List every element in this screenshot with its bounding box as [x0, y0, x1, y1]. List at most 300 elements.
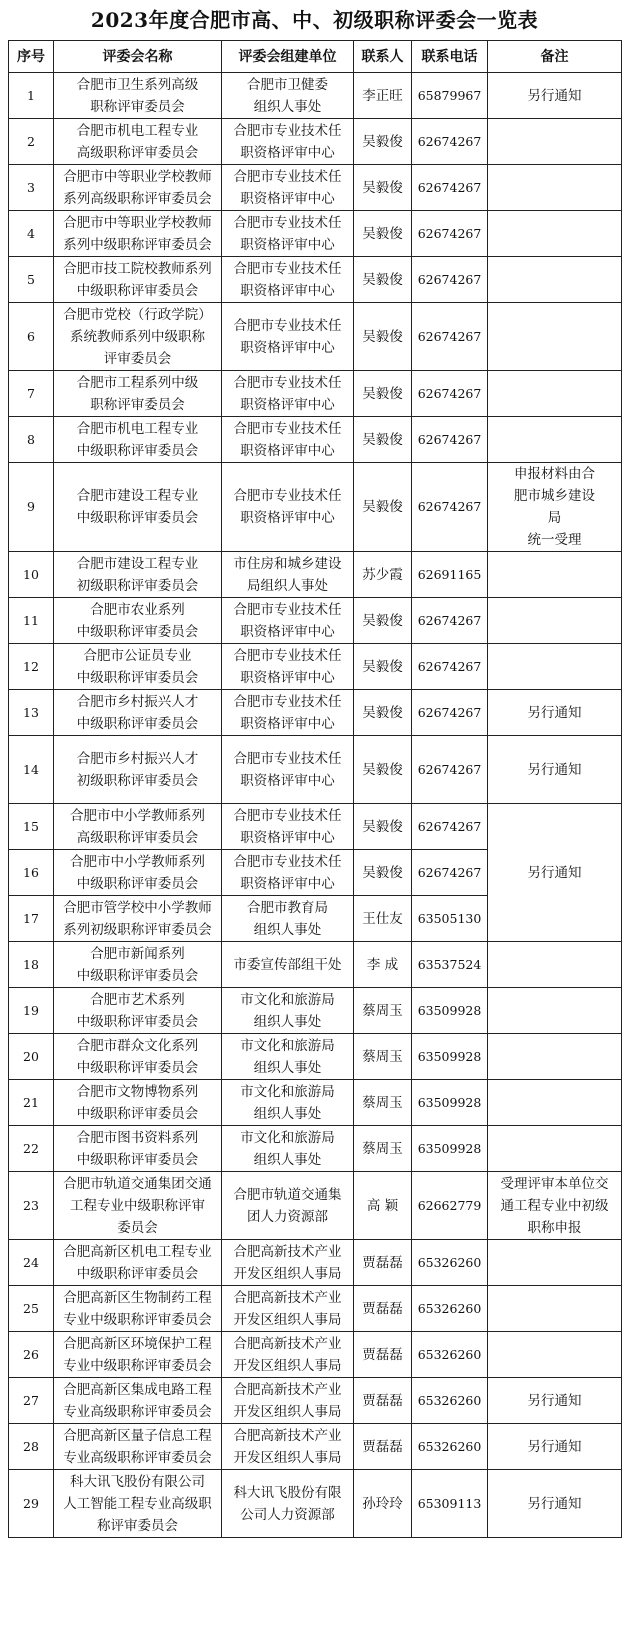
row-organizer-text: 合肥市专业技术任 职资格评审中心 [233, 374, 342, 413]
row-organizer-text: 市文化和旅游局 组织人事处 [240, 1083, 335, 1122]
row-organizer-text: 合肥市专业技术任 职资格评审中心 [233, 317, 342, 356]
row-committee-name-text: 合肥市轨道交通集团交通 工程专业中级职称评审 委员会 [63, 1175, 212, 1236]
row-contact-text: 贾磊磊 [362, 1346, 403, 1363]
row-note [488, 1034, 622, 1080]
row-contact-text: 贾磊磊 [362, 1438, 403, 1455]
row-organizer [222, 1424, 354, 1470]
row-seq-text: 19 [23, 1002, 39, 1018]
row-phone-text: 65326260 [417, 1254, 482, 1270]
row-note-text: 另行通知 [527, 1438, 582, 1455]
row-organizer-text: 市文化和旅游局 组织人事处 [240, 991, 335, 1030]
row-phone [412, 1470, 488, 1538]
row-seq-text: 7 [27, 385, 35, 401]
row-seq [9, 1378, 54, 1424]
row-committee-name-text: 合肥市机电工程专业 中级职称评审委员会 [76, 420, 199, 459]
row-phone-text: 63505130 [417, 910, 482, 926]
table-row [9, 417, 622, 463]
row-note [488, 73, 622, 119]
row-seq-text: 18 [23, 956, 39, 972]
row-organizer-text: 合肥市专业技术任 职资格评审中心 [233, 750, 342, 789]
table-row [9, 303, 622, 371]
row-organizer [222, 736, 354, 804]
row-contact-text: 蔡周玉 [362, 1094, 403, 1111]
committee-table [8, 40, 622, 1538]
table-row [9, 644, 622, 690]
row-seq [9, 598, 54, 644]
row-organizer-text: 合肥高新技术产业 开发区组织人事局 [233, 1427, 342, 1466]
row-seq [9, 1126, 54, 1172]
row-phone [412, 804, 488, 850]
row-committee-name-text: 合肥市党校（行政学院） 系统教师系列中级职称 评审委员会 [63, 306, 212, 367]
row-phone [412, 73, 488, 119]
row-seq-text: 29 [23, 1495, 39, 1511]
row-contact [354, 1286, 412, 1332]
row-phone-text: 63509928 [417, 1094, 482, 1110]
row-committee-name [54, 1080, 222, 1126]
row-committee-name-text: 合肥高新区量子信息工程 专业高级职称评审委员会 [63, 1427, 212, 1466]
row-seq-text: 2 [27, 133, 35, 149]
row-committee-name [54, 690, 222, 736]
row-seq [9, 165, 54, 211]
row-seq [9, 736, 54, 804]
row-phone-text: 62674267 [417, 612, 482, 628]
row-organizer [222, 1240, 354, 1286]
row-committee-name-text: 合肥市中小学教师系列 高级职称评审委员会 [70, 807, 205, 846]
row-seq-text: 28 [23, 1438, 39, 1454]
row-contact-text: 蔡周玉 [362, 1002, 403, 1019]
row-seq [9, 552, 54, 598]
row-committee-name-text: 合肥市乡村振兴人才 中级职称评审委员会 [76, 693, 199, 732]
row-seq [9, 417, 54, 463]
row-committee-name [54, 1172, 222, 1240]
row-organizer [222, 371, 354, 417]
row-seq-text: 6 [27, 328, 35, 344]
row-seq-text: 1 [27, 87, 35, 103]
row-organizer-text: 市文化和旅游局 组织人事处 [240, 1037, 335, 1076]
row-organizer-text: 科大讯飞股份有限 公司人力资源部 [233, 1484, 342, 1523]
row-seq [9, 644, 54, 690]
table-row [9, 942, 622, 988]
row-phone [412, 1378, 488, 1424]
row-contact [354, 257, 412, 303]
row-phone-text: 62674267 [417, 431, 482, 447]
row-organizer [222, 644, 354, 690]
row-committee-name [54, 1378, 222, 1424]
row-note [488, 804, 622, 942]
row-note [488, 463, 622, 552]
row-committee-name [54, 850, 222, 896]
row-committee-name [54, 598, 222, 644]
row-phone-text: 62674267 [417, 271, 482, 287]
page-title: 2023年度合肥市高、中、初级职称评委会一览表 [90, 8, 539, 32]
row-seq [9, 1332, 54, 1378]
row-seq-text: 12 [23, 658, 39, 674]
table-row [9, 1378, 622, 1424]
row-organizer-text: 合肥市专业技术任 职资格评审中心 [233, 488, 342, 526]
row-committee-name-text: 合肥市技工院校教师系列 中级职称评审委员会 [63, 260, 212, 299]
row-contact [354, 119, 412, 165]
row-organizer-text: 合肥市专业技术任 职资格评审中心 [233, 122, 342, 161]
row-committee-name-text: 合肥市机电工程专业 高级职称评审委员会 [76, 122, 199, 161]
row-organizer-text: 合肥市卫健委 组织人事处 [247, 76, 328, 115]
row-seq [9, 371, 54, 417]
table-row [9, 690, 622, 736]
row-phone-text: 62674267 [417, 761, 482, 777]
header-phone: 联系电话 [412, 41, 488, 73]
row-organizer-text: 市文化和旅游局 组织人事处 [240, 1129, 335, 1168]
row-note [488, 417, 622, 463]
row-committee-name [54, 1034, 222, 1080]
row-contact [354, 598, 412, 644]
row-phone [412, 119, 488, 165]
row-organizer [222, 988, 354, 1034]
table-row [9, 1286, 622, 1332]
row-phone-text: 62691165 [417, 566, 482, 582]
row-organizer [222, 850, 354, 896]
row-note [488, 598, 622, 644]
row-note [488, 1424, 622, 1470]
row-committee-name-text: 合肥高新区机电工程专业 中级职称评审委员会 [63, 1243, 212, 1282]
row-organizer [222, 211, 354, 257]
row-phone-text: 65326260 [417, 1300, 482, 1316]
row-contact [354, 690, 412, 736]
row-phone-text: 62674267 [417, 179, 482, 195]
row-contact [354, 1080, 412, 1126]
row-seq-text: 10 [23, 566, 39, 582]
header-seq: 序号 [9, 41, 54, 73]
row-phone-text: 62674267 [417, 499, 482, 514]
row-committee-name [54, 896, 222, 942]
row-note [488, 165, 622, 211]
row-seq-text: 17 [23, 910, 39, 926]
row-contact-text: 吴毅俊 [362, 431, 403, 448]
row-organizer-text: 合肥市专业技术任 职资格评审中心 [233, 647, 342, 686]
table-row [9, 257, 622, 303]
row-committee-name [54, 211, 222, 257]
table-row [9, 119, 622, 165]
row-note [488, 119, 622, 165]
row-contact-text: 李正旺 [362, 87, 403, 104]
row-contact [354, 736, 412, 804]
row-organizer-text: 合肥高新技术产业 开发区组织人事局 [233, 1289, 342, 1328]
row-note [488, 1286, 622, 1332]
row-contact [354, 942, 412, 988]
row-contact [354, 463, 412, 552]
row-committee-name-text: 合肥市建设工程专业 初级职称评审委员会 [76, 555, 199, 594]
table-row [9, 165, 622, 211]
row-phone-text: 65326260 [417, 1346, 482, 1362]
row-organizer-text: 合肥市专业技术任 职资格评审中心 [233, 168, 342, 207]
row-organizer [222, 690, 354, 736]
row-contact [354, 1126, 412, 1172]
row-committee-name-text: 合肥市工程系列中级 职称评审委员会 [76, 374, 199, 413]
row-committee-name [54, 1286, 222, 1332]
row-note-text: 另行通知 [527, 1392, 582, 1409]
row-committee-name-text: 合肥市管学校中小学教师 系列初级职称评审委员会 [63, 899, 212, 938]
row-committee-name-text: 合肥市公证员专业 中级职称评审委员会 [76, 647, 199, 686]
row-seq-text: 11 [23, 612, 39, 628]
row-organizer-text: 合肥高新技术产业 开发区组织人事局 [233, 1243, 342, 1282]
row-seq [9, 1424, 54, 1470]
row-seq-text: 21 [23, 1094, 39, 1110]
row-organizer [222, 942, 354, 988]
row-phone-text: 62674267 [417, 225, 482, 241]
row-note [488, 942, 622, 988]
row-committee-name-text: 合肥高新区集成电路工程 专业高级职称评审委员会 [63, 1381, 212, 1420]
row-contact [354, 303, 412, 371]
row-note-text: 另行通知 [527, 864, 582, 881]
row-organizer [222, 804, 354, 850]
table-row [9, 988, 622, 1034]
row-organizer [222, 73, 354, 119]
row-organizer-text: 合肥市专业技术任 职资格评审中心 [233, 260, 342, 299]
row-contact [354, 1424, 412, 1470]
row-note [488, 552, 622, 598]
row-seq-text: 15 [23, 818, 39, 834]
row-phone [412, 1424, 488, 1470]
row-seq-text: 20 [23, 1048, 39, 1064]
row-committee-name [54, 1470, 222, 1538]
row-phone-text: 63509928 [417, 1002, 482, 1018]
row-phone-text: 63509928 [417, 1048, 482, 1064]
row-phone [412, 417, 488, 463]
row-contact-text: 吴毅俊 [362, 864, 403, 881]
row-organizer-text: 市委宣传部组干处 [233, 956, 342, 973]
table-row [9, 552, 622, 598]
row-phone [412, 598, 488, 644]
row-contact-text: 吴毅俊 [362, 499, 403, 515]
row-seq [9, 896, 54, 942]
row-contact-text: 吴毅俊 [362, 818, 403, 835]
row-note [488, 1126, 622, 1172]
row-seq [9, 804, 54, 850]
row-seq-text: 27 [23, 1392, 39, 1408]
row-seq [9, 690, 54, 736]
header-committee-name: 评委会名称 [54, 41, 222, 73]
row-phone-text: 65326260 [417, 1392, 482, 1408]
row-committee-name-text: 合肥市乡村振兴人才 初级职称评审委员会 [76, 750, 199, 789]
row-committee-name [54, 1240, 222, 1286]
row-seq-text: 8 [27, 431, 35, 447]
row-phone [412, 371, 488, 417]
row-committee-name [54, 1126, 222, 1172]
row-phone [412, 896, 488, 942]
table-row [9, 1126, 622, 1172]
row-organizer [222, 896, 354, 942]
row-phone [412, 1240, 488, 1286]
row-phone-text: 65879967 [417, 87, 482, 103]
row-organizer [222, 598, 354, 644]
row-note-text: 受理评审本单位交 通工程专业中初级 职称申报 [500, 1175, 609, 1236]
row-contact-text: 贾磊磊 [362, 1392, 403, 1409]
row-contact [354, 1172, 412, 1240]
row-contact-text: 高 颖 [366, 1197, 399, 1214]
row-organizer [222, 303, 354, 371]
row-committee-name [54, 257, 222, 303]
row-committee-name [54, 119, 222, 165]
row-phone [412, 463, 488, 552]
row-note [488, 644, 622, 690]
row-phone [412, 165, 488, 211]
row-committee-name-text: 合肥市中等职业学校教师 系列高级职称评审委员会 [63, 168, 212, 207]
row-organizer-text: 合肥市专业技术任 职资格评审中心 [233, 853, 342, 892]
row-contact [354, 988, 412, 1034]
row-contact [354, 804, 412, 850]
row-contact [354, 850, 412, 896]
row-organizer [222, 552, 354, 598]
row-committee-name-text: 合肥高新区生物制药工程 专业中级职称评审委员会 [63, 1289, 212, 1328]
row-seq [9, 73, 54, 119]
table-row [9, 463, 622, 552]
row-committee-name [54, 988, 222, 1034]
row-phone-text: 65309113 [417, 1495, 482, 1511]
row-contact-text: 吴毅俊 [362, 658, 403, 675]
table-row [9, 1034, 622, 1080]
row-organizer [222, 1126, 354, 1172]
row-note [488, 736, 622, 804]
row-note [488, 303, 622, 371]
row-committee-name [54, 552, 222, 598]
row-phone [412, 1332, 488, 1378]
row-committee-name-text: 合肥市中等职业学校教师 系列中级职称评审委员会 [63, 214, 212, 253]
row-seq-text: 26 [23, 1346, 39, 1362]
row-organizer [222, 1034, 354, 1080]
row-contact [354, 1470, 412, 1538]
row-note [488, 988, 622, 1034]
row-seq [9, 1240, 54, 1286]
row-committee-name [54, 804, 222, 850]
row-contact [354, 371, 412, 417]
row-phone-text: 62662779 [417, 1197, 482, 1213]
row-organizer-text: 合肥市轨道交通集 团人力资源部 [233, 1186, 342, 1225]
row-organizer-text: 合肥高新技术产业 开发区组织人事局 [233, 1335, 342, 1374]
row-organizer [222, 257, 354, 303]
row-committee-name-text: 合肥市卫生系列高级 职称评审委员会 [76, 76, 199, 115]
row-phone [412, 736, 488, 804]
row-seq-text: 13 [23, 704, 39, 720]
row-contact-text: 吴毅俊 [362, 385, 403, 402]
row-note-text: 另行通知 [527, 704, 582, 721]
table-row [9, 1332, 622, 1378]
row-note [488, 371, 622, 417]
row-note [488, 690, 622, 736]
row-phone [412, 211, 488, 257]
row-seq [9, 211, 54, 257]
row-seq-text: 9 [27, 499, 35, 514]
row-seq [9, 850, 54, 896]
row-seq-text: 5 [27, 271, 35, 287]
row-seq-text: 16 [23, 864, 39, 880]
row-committee-name-text: 合肥高新区环境保护工程 专业中级职称评审委员会 [63, 1335, 212, 1374]
row-phone-text: 63537524 [417, 956, 482, 972]
row-note [488, 1172, 622, 1240]
row-note-text: 另行通知 [527, 761, 582, 778]
row-contact-text: 李 成 [366, 956, 399, 973]
table-body [9, 73, 622, 1538]
row-phone [412, 1034, 488, 1080]
row-contact-text: 贾磊磊 [362, 1300, 403, 1317]
row-committee-name [54, 463, 222, 552]
row-phone [412, 942, 488, 988]
header-note: 备注 [488, 41, 622, 73]
row-note-text: 申报材料由合 肥市城乡建设 局 统一受理 [514, 466, 595, 548]
row-phone-text: 62674267 [417, 328, 482, 344]
row-contact-text: 蔡周玉 [362, 1140, 403, 1157]
table-row [9, 1470, 622, 1538]
row-phone-text: 63509928 [417, 1140, 482, 1156]
table-row [9, 73, 622, 119]
row-note [488, 1378, 622, 1424]
row-seq [9, 303, 54, 371]
row-seq-text: 23 [23, 1197, 39, 1213]
row-note [488, 1332, 622, 1378]
row-contact-text: 王仕友 [362, 910, 403, 927]
row-phone [412, 257, 488, 303]
row-phone [412, 552, 488, 598]
row-seq-text: 25 [23, 1300, 39, 1316]
row-phone-text: 62674267 [417, 818, 482, 834]
row-seq [9, 119, 54, 165]
row-committee-name [54, 417, 222, 463]
row-contact-text: 吴毅俊 [362, 612, 403, 629]
row-contact [354, 211, 412, 257]
row-seq [9, 1470, 54, 1538]
row-contact [354, 896, 412, 942]
table-header-row [9, 41, 622, 73]
row-organizer [222, 119, 354, 165]
row-organizer-text: 合肥市专业技术任 职资格评审中心 [233, 214, 342, 253]
row-committee-name [54, 1424, 222, 1470]
row-phone [412, 1286, 488, 1332]
row-organizer-text: 合肥高新技术产业 开发区组织人事局 [233, 1381, 342, 1420]
row-note-text: 另行通知 [527, 87, 582, 104]
row-committee-name [54, 165, 222, 211]
row-phone-text: 62674267 [417, 704, 482, 720]
row-contact [354, 1332, 412, 1378]
row-organizer [222, 417, 354, 463]
row-phone [412, 644, 488, 690]
row-seq [9, 257, 54, 303]
row-committee-name-text: 合肥市图书资料系列 中级职称评审委员会 [76, 1129, 199, 1168]
row-organizer [222, 1332, 354, 1378]
row-seq-text: 24 [23, 1254, 39, 1270]
row-contact-text: 蔡周玉 [362, 1048, 403, 1065]
row-seq [9, 942, 54, 988]
row-note [488, 1240, 622, 1286]
row-organizer-text: 合肥市专业技术任 职资格评审中心 [233, 693, 342, 732]
row-phone-text: 62674267 [417, 133, 482, 149]
table-row [9, 211, 622, 257]
row-contact-text: 吴毅俊 [362, 761, 403, 778]
row-seq-text: 14 [23, 761, 39, 777]
row-seq-text: 3 [27, 179, 35, 195]
row-committee-name-text: 合肥市艺术系列 中级职称评审委员会 [76, 991, 199, 1030]
row-note [488, 1470, 622, 1538]
row-seq [9, 1172, 54, 1240]
row-committee-name-text: 合肥市新闻系列 中级职称评审委员会 [76, 945, 199, 984]
table-row [9, 804, 622, 850]
row-contact-text: 苏少霞 [362, 566, 403, 583]
row-committee-name [54, 371, 222, 417]
row-seq [9, 1080, 54, 1126]
row-phone-text: 62674267 [417, 385, 482, 401]
row-contact-text: 贾磊磊 [362, 1254, 403, 1271]
row-organizer [222, 1470, 354, 1538]
row-committee-name-text: 合肥市农业系列 中级职称评审委员会 [76, 601, 199, 640]
row-note [488, 211, 622, 257]
row-note [488, 1080, 622, 1126]
row-phone [412, 988, 488, 1034]
